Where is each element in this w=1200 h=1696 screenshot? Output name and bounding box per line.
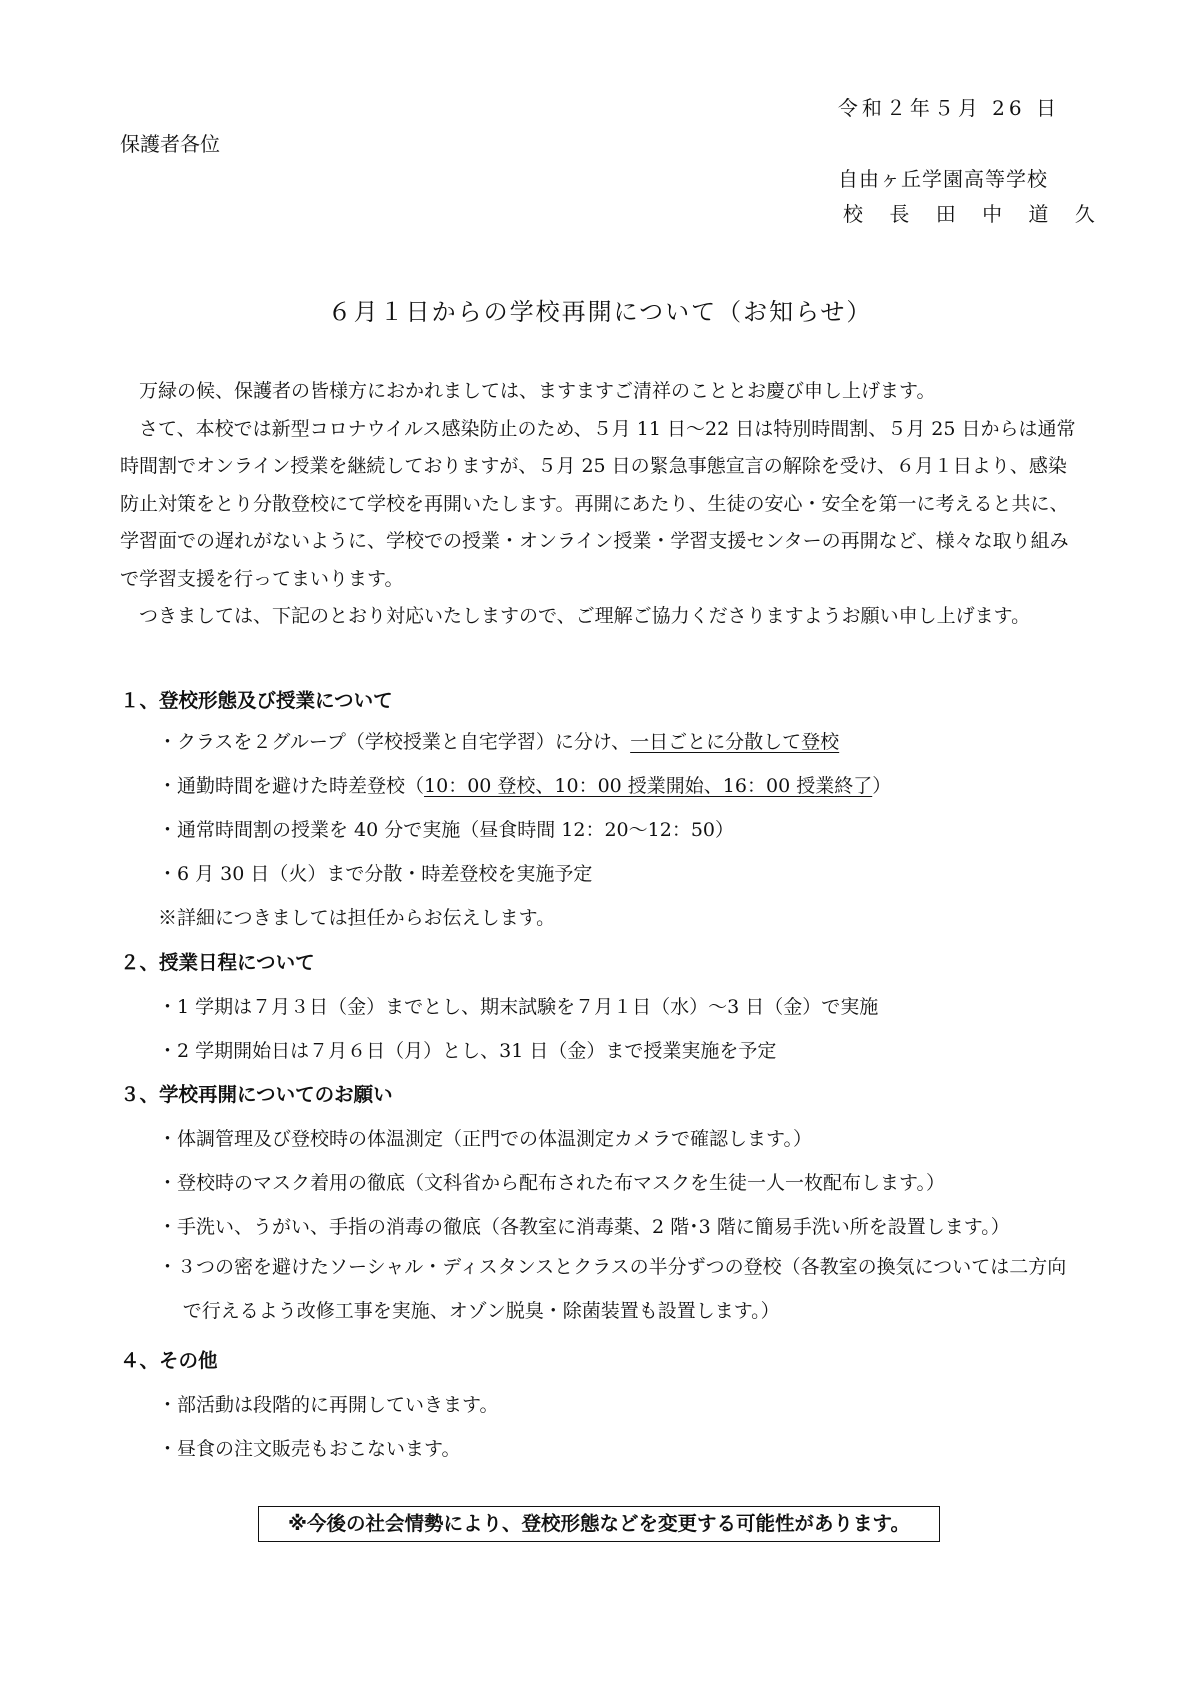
list-item-text: ） — [872, 775, 892, 797]
list-item: ・6 月 30 日（火）まで分散・時差登校を実施予定 — [158, 863, 593, 885]
warning-box: ※今後の社会情勢により、登校形態などを変更する可能性があります。 — [258, 1506, 940, 1542]
addressee: 保護者各位 — [120, 132, 220, 156]
list-item: ・体調管理及び登校時の体温測定（正門での体温測定カメラで確認します。） — [158, 1128, 812, 1150]
section-heading-requests: ３、学校再開についてのお願い — [120, 1083, 393, 1106]
list-item — [158, 727, 839, 754]
principal-name: 校 長 田 中 道 久 — [843, 202, 1105, 226]
list-item: ・1 学期は７月３日（金）までとし、期末試験を７月１日（水）～3 日（金）で実施 — [158, 996, 879, 1018]
section-heading-attendance: １、登校形態及び授業について — [120, 689, 393, 712]
intro-paragraph-greeting: 万緑の候、保護者の皆様方におかれましては、ますますご清祥のこととお慶び申し上げます。 — [139, 380, 936, 402]
list-item — [158, 1245, 1082, 1333]
underlined-text: 一日ごとに分散して登校 — [630, 731, 840, 753]
section-heading-other: ４、その他 — [120, 1349, 218, 1372]
list-item-text: ・クラスを２グループ（学校授業と自宅学習）に分け、 — [158, 731, 631, 753]
intro-paragraph-request: つきましては、下記のとおり対応いたしますので、ご理解ご協力くださりますようお願い申し上げます。 — [139, 605, 1031, 627]
list-item: ・2 学期開始日は７月６日（月）とし、31 日（金）まで授業実施を予定 — [158, 1040, 777, 1062]
list-item: ・部活動は段階的に再開していきます。 — [158, 1394, 499, 1416]
note-text: ※詳細につきましては担任からお伝えします。 — [158, 907, 556, 929]
underlined-text: 10：00 登校、10：00 授業開始、16：00 授業終了 — [424, 775, 873, 797]
list-item-text: ・３つの密を避けたソーシャル・ディスタンスとクラスの半分ずつの登校（各教室の換気については二方向で行えるよう改修工事を実施、オゾン脱臭・除菌装置も設置します。） — [158, 1256, 1067, 1322]
list-item: ・登校時のマスク着用の徹底（文科省から配布された布マスクを生徒一人一枚配布します。） — [158, 1172, 945, 1194]
list-item: ・手洗い、うがい、手指の消毒の徹底（各教室に消毒薬、2 階･3 階に簡易手洗い所を設置します。） — [158, 1216, 1010, 1238]
intro-paragraph-main: さて、本校では新型コロナウイルス感染防止のため、５月 11 日～22 日は特別時間割、５月 25 日からは通常時間割でオンライン授業を継続しておりますが、５月 25 日の緊急事態宣言の解除を受け、６月１日より、感染防止対策をとり分散登校にて学校を再開いたします。再開にあたり、生徒の安心・安全を第一に考えると共に、学習面での遅れがないように、学校での授業・オンライン授業・学習支援センターの再開など、様々な取り組みで学習支援を行ってまいります。 — [120, 417, 1076, 590]
page-title: ６月１日からの学校再開について（お知らせ） — [327, 298, 873, 326]
intro-text — [120, 373, 1080, 636]
list-item: ・昼食の注文販売もおこないます。 — [158, 1438, 461, 1460]
list-item: ・通常時間割の授業を 40 分で実施（昼食時間 12：20～12：50） — [158, 819, 735, 841]
list-item-text: ・通勤時間を避けた時差登校（ — [158, 775, 425, 797]
section-heading-schedule: ２、授業日程について — [120, 951, 315, 974]
list-item — [158, 771, 891, 798]
document-date: 令和２年５月 26 日 — [837, 96, 1060, 120]
school-name: 自由ヶ丘学園高等学校 — [838, 167, 1048, 191]
